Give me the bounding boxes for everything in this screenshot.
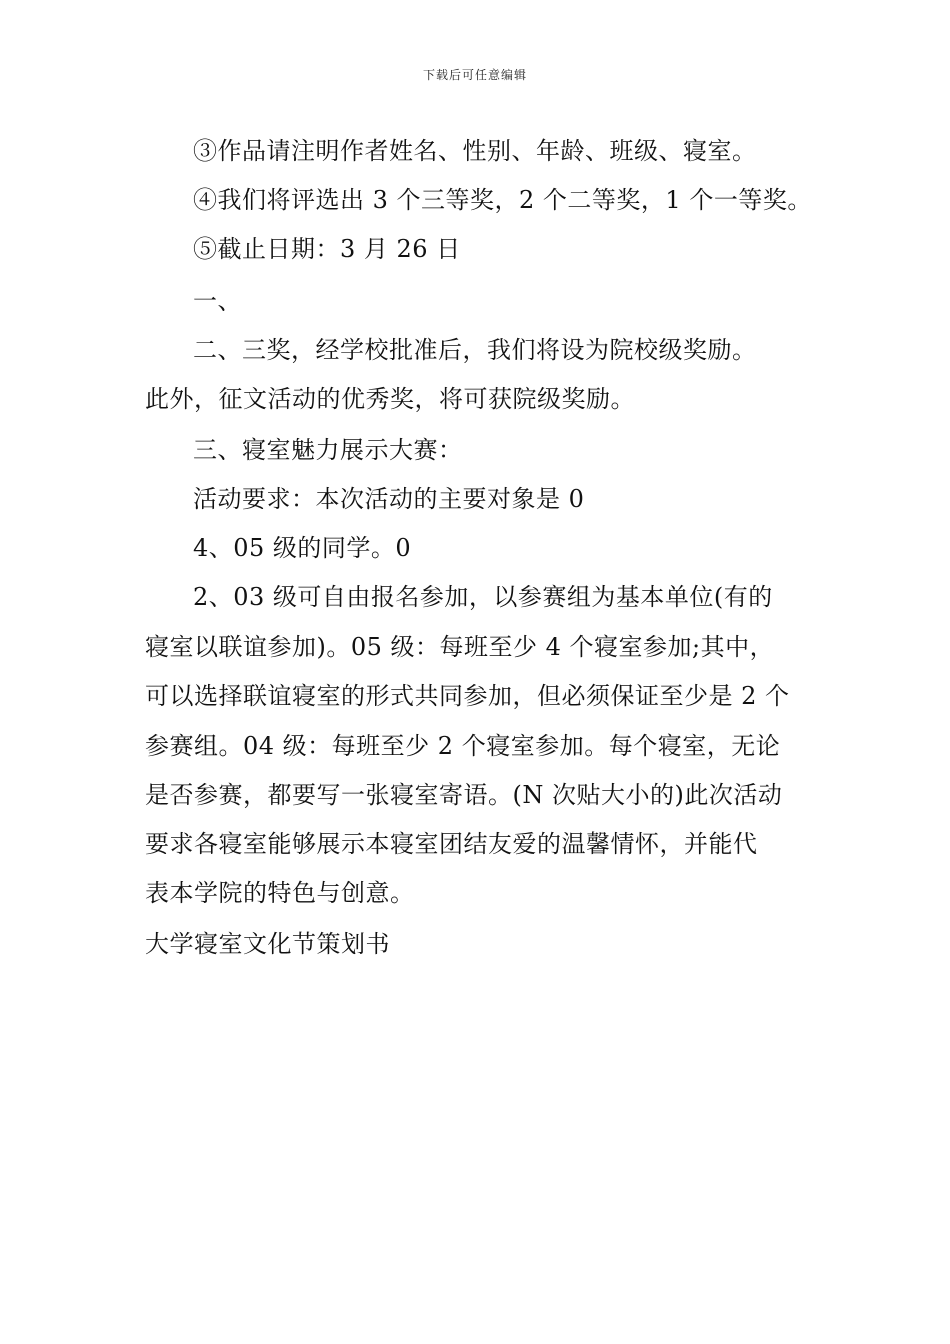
paragraph-line: ⑤截止日期：3 月 26 日 bbox=[193, 235, 461, 263]
paragraph-line: 4、05 级的同学。0 bbox=[193, 534, 412, 562]
paragraph-line: 此外，征文活动的优秀奖，将可获院级奖励。 bbox=[145, 385, 635, 413]
paragraph-line: 可以选择联谊寝室的形式共同参加，但必须保证至少是 2 个 bbox=[145, 682, 790, 710]
paragraph-line: 要求各寝室能够展示本寝室团结友爱的温馨情怀，并能代 bbox=[145, 830, 758, 858]
paragraph-line: 是否参赛，都要写一张寝室寄语。(N 次贴大小的)此次活动 bbox=[145, 781, 783, 809]
page-header: 下载后可任意编辑 bbox=[422, 68, 527, 82]
paragraph-line: 二、三奖，经学校批准后，我们将设为院校级奖励。 bbox=[193, 336, 757, 364]
paragraph-line: 表本学院的特色与创意。 bbox=[145, 879, 415, 907]
paragraph-line: ④我们将评选出 3 个三等奖，2 个二等奖，1 个一等奖。 bbox=[193, 186, 812, 214]
document-title: 大学寝室文化节策划书 bbox=[145, 930, 390, 958]
paragraph-line: 一、 bbox=[193, 287, 242, 315]
paragraph-line: 活动要求：本次活动的主要对象是 0 bbox=[193, 485, 585, 513]
paragraph-line: 三、寝室魅力展示大赛： bbox=[193, 436, 463, 464]
paragraph-line: 2、03 级可自由报名参加，以参赛组为基本单位(有的 bbox=[193, 583, 773, 611]
paragraph-line: 寝室以联谊参加)。05 级：每班至少 4 个寝室参加;其中， bbox=[145, 633, 775, 661]
paragraph-line: ③作品请注明作者姓名、性别、年龄、班级、寝室。 bbox=[193, 137, 757, 165]
paragraph-line: 参赛组。04 级：每班至少 2 个寝室参加。每个寝室，无论 bbox=[145, 732, 781, 760]
